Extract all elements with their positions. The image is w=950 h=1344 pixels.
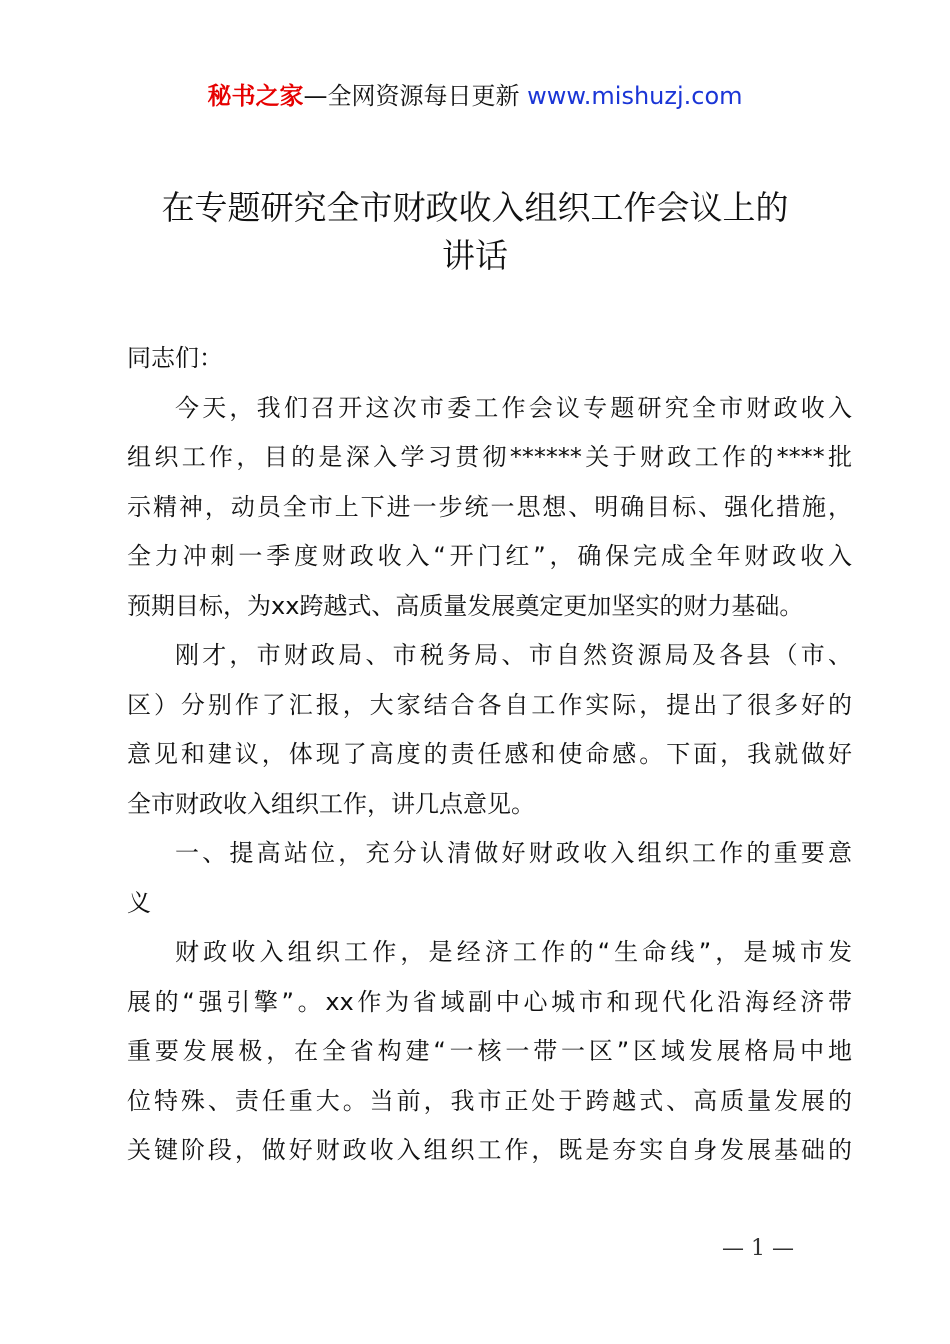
paragraph-line: 意见和建议，体现了高度的责任感和使命感。下面，我就做好 bbox=[127, 740, 852, 768]
paragraph-line: 预期目标，为xx跨越式、高质量发展奠定更加坚实的财力基础。 bbox=[127, 591, 804, 620]
section-heading-1 bbox=[127, 829, 852, 928]
site-url-link[interactable]: www.mishuzj.com bbox=[527, 82, 743, 110]
document-title bbox=[0, 184, 950, 280]
paragraph-line: 今天，我们召开这次市委工作会议专题研究全市财政收入 bbox=[175, 393, 852, 422]
header-tagline: —全网资源每日更新 bbox=[303, 82, 520, 110]
paragraph-3 bbox=[127, 928, 852, 1176]
title-line-2: 讲话 bbox=[442, 236, 508, 275]
paragraph-line: 重要发展极，在全省构建“一核一带一区”区域发展格局中地 bbox=[127, 1037, 852, 1065]
paragraph-line: 位特殊、责任重大。当前，我市正处于跨越式、高质量发展的 bbox=[127, 1086, 852, 1115]
paragraph-line: 展的“强引擎”。xx作为省域副中心城市和现代化沿海经济带 bbox=[127, 987, 852, 1016]
salutation: 同志们： bbox=[127, 344, 223, 372]
document-body bbox=[127, 334, 852, 1176]
paragraph-2 bbox=[127, 631, 852, 829]
paragraph-1 bbox=[127, 384, 852, 632]
brand-name: 秘书之家 bbox=[207, 82, 304, 110]
paragraph-line: 全市财政收入组织工作，讲几点意见。 bbox=[127, 789, 535, 818]
paragraph-line: 刚才，市财政局、市税务局、市自然资源局及各县（市、 bbox=[175, 641, 852, 669]
site-header bbox=[0, 80, 950, 112]
title-line-1: 在专题研究全市财政收入组织工作会议上的 bbox=[161, 188, 789, 227]
paragraph-line: 示精神，动员全市上下进一步统一思想、明确目标、强化措施， bbox=[127, 492, 852, 521]
paragraph-line: 财政收入组织工作，是经济工作的“生命线”，是城市发 bbox=[175, 938, 852, 966]
page-number: — 1 — bbox=[722, 1236, 794, 1261]
heading-line: 一、提高站位，充分认清做好财政收入组织工作的重要意 bbox=[175, 839, 852, 867]
paragraph-line: 全力冲刺一季度财政收入“开门红”，确保完成全年财政收入 bbox=[127, 542, 852, 570]
paragraph-line: 组织工作，目的是深入学习贯彻******关于财政工作的****批 bbox=[127, 443, 852, 471]
paragraph-line: 区）分别作了汇报，大家结合各自工作实际，提出了很多好的 bbox=[127, 690, 852, 719]
paragraph-line: 关键阶段，做好财政收入组织工作，既是夯实自身发展基础的 bbox=[127, 1136, 852, 1164]
heading-line: 义 bbox=[127, 888, 151, 917]
